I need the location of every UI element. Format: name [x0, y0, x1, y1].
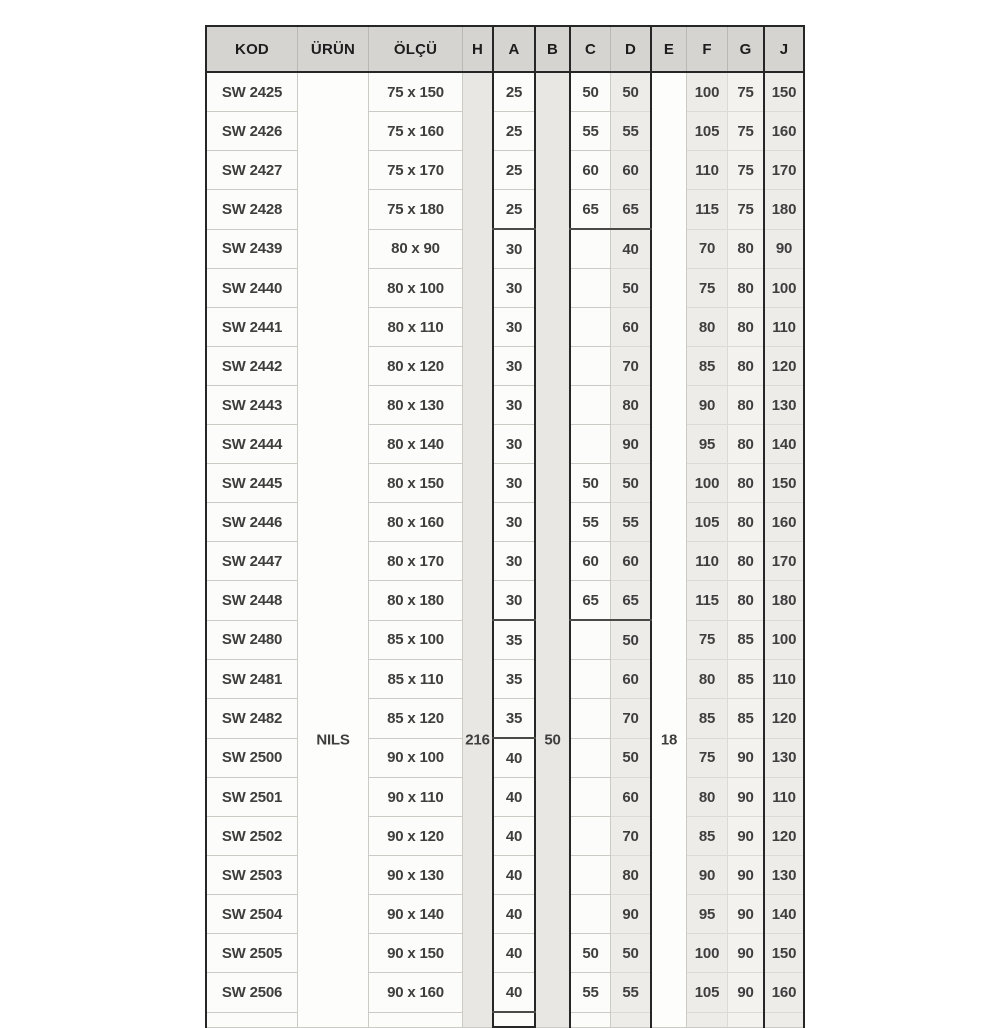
cell-g: 85	[728, 699, 765, 739]
cell-c	[570, 856, 611, 895]
cell-g: 80	[728, 308, 765, 347]
table-row	[206, 542, 804, 581]
table-row	[206, 308, 804, 347]
cell-c	[570, 1012, 611, 1027]
cell-f: 110	[687, 542, 728, 581]
cell-f: 105	[687, 503, 728, 542]
cell-c: 50	[570, 464, 611, 503]
cell-j: 160	[764, 503, 804, 542]
table-row	[206, 934, 804, 973]
cell-olcu	[369, 1012, 463, 1027]
cell-f: 115	[687, 190, 728, 230]
cell-a: 40	[493, 934, 535, 973]
cell-olcu: 80 x 180	[369, 581, 463, 621]
cell-olcu: 85 x 100	[369, 620, 463, 660]
cell-olcu: 80 x 120	[369, 347, 463, 386]
cell-c	[570, 778, 611, 817]
cell-j: 170	[764, 542, 804, 581]
cell-a: 40	[493, 856, 535, 895]
cell-c: 60	[570, 542, 611, 581]
cell-g: 80	[728, 425, 765, 464]
cell-f: 105	[687, 112, 728, 151]
cell-f: 80	[687, 308, 728, 347]
header-j: J	[764, 26, 804, 72]
cell-j: 90	[764, 229, 804, 269]
cell-f: 80	[687, 778, 728, 817]
merged-cell-e	[651, 72, 687, 1027]
cell-g: 80	[728, 386, 765, 425]
cell-olcu: 90 x 130	[369, 856, 463, 895]
cell-c	[570, 308, 611, 347]
cell-a: 30	[493, 229, 535, 269]
cell-kod: SW 2443	[206, 386, 298, 425]
cell-olcu: 90 x 160	[369, 973, 463, 1013]
cell-c	[570, 895, 611, 934]
table-row	[206, 151, 804, 190]
cell-olcu: 85 x 120	[369, 699, 463, 739]
merged-cell-urun	[298, 72, 369, 1027]
cell-olcu: 75 x 150	[369, 72, 463, 112]
cell-g: 75	[728, 190, 765, 230]
cell-g: 80	[728, 347, 765, 386]
cell-olcu: 90 x 150	[369, 934, 463, 973]
cell-d: 65	[611, 190, 652, 230]
cell-d: 65	[611, 581, 652, 621]
cell-kod: SW 2447	[206, 542, 298, 581]
cell-g: 90	[728, 973, 765, 1013]
table-row	[206, 738, 804, 778]
cell-g: 90	[728, 856, 765, 895]
cell-a: 40	[493, 895, 535, 934]
merged-cell-h	[463, 72, 494, 1027]
cell-g: 85	[728, 660, 765, 699]
merged-cell-b	[535, 72, 570, 1027]
cell-j: 180	[764, 190, 804, 230]
cell-f: 100	[687, 72, 728, 112]
cell-a: 30	[493, 386, 535, 425]
cell-f: 85	[687, 817, 728, 856]
cell-kod: SW 2425	[206, 72, 298, 112]
cell-g: 80	[728, 503, 765, 542]
cell-olcu: 75 x 170	[369, 151, 463, 190]
cell-a: 30	[493, 503, 535, 542]
cell-a	[493, 1012, 535, 1027]
merged-label-h: 216	[465, 731, 490, 749]
cell-d: 80	[611, 856, 652, 895]
cell-g: 85	[728, 620, 765, 660]
cell-f: 70	[687, 229, 728, 269]
cell-a: 35	[493, 620, 535, 660]
cell-c: 55	[570, 503, 611, 542]
cell-a: 40	[493, 817, 535, 856]
cell-kod: SW 2428	[206, 190, 298, 230]
cell-d: 60	[611, 542, 652, 581]
cell-d: 60	[611, 308, 652, 347]
cell-olcu: 80 x 90	[369, 229, 463, 269]
table-row	[206, 190, 804, 230]
cell-j: 110	[764, 778, 804, 817]
cell-olcu: 80 x 140	[369, 425, 463, 464]
cell-d: 70	[611, 347, 652, 386]
cell-olcu: 75 x 160	[369, 112, 463, 151]
cell-j: 120	[764, 817, 804, 856]
table-row	[206, 464, 804, 503]
cell-kod: SW 2442	[206, 347, 298, 386]
table-header	[206, 26, 804, 72]
header-row	[206, 26, 804, 72]
cell-d	[611, 1012, 652, 1027]
cell-f: 85	[687, 347, 728, 386]
cell-a: 35	[493, 699, 535, 739]
cell-olcu: 80 x 160	[369, 503, 463, 542]
cell-g: 75	[728, 151, 765, 190]
cell-j: 140	[764, 425, 804, 464]
cell-j: 130	[764, 738, 804, 778]
cell-d: 70	[611, 817, 652, 856]
cell-olcu: 80 x 150	[369, 464, 463, 503]
header-a: A	[493, 26, 535, 72]
cell-j: 150	[764, 72, 804, 112]
table-row	[206, 817, 804, 856]
cell-d: 50	[611, 620, 652, 660]
cell-a: 30	[493, 581, 535, 621]
cell-kod	[206, 1012, 298, 1027]
cell-f	[687, 1012, 728, 1027]
cell-g: 90	[728, 934, 765, 973]
cell-a: 35	[493, 660, 535, 699]
cell-c	[570, 269, 611, 308]
cell-g: 80	[728, 464, 765, 503]
cell-olcu: 80 x 170	[369, 542, 463, 581]
cell-j: 140	[764, 895, 804, 934]
header-c: C	[570, 26, 611, 72]
cell-kod: SW 2445	[206, 464, 298, 503]
cell-d: 55	[611, 973, 652, 1013]
cell-d: 80	[611, 386, 652, 425]
cell-d: 50	[611, 72, 652, 112]
cell-g: 75	[728, 112, 765, 151]
cell-olcu: 80 x 110	[369, 308, 463, 347]
cell-kod: SW 2502	[206, 817, 298, 856]
cell-kod: SW 2501	[206, 778, 298, 817]
cell-j	[764, 1012, 804, 1027]
cell-a: 30	[493, 464, 535, 503]
cell-f: 85	[687, 699, 728, 739]
header-f: F	[687, 26, 728, 72]
cell-f: 90	[687, 386, 728, 425]
cell-f: 115	[687, 581, 728, 621]
cell-j: 180	[764, 581, 804, 621]
cell-a: 30	[493, 542, 535, 581]
cell-d: 40	[611, 229, 652, 269]
cell-f: 90	[687, 856, 728, 895]
cell-g: 75	[728, 72, 765, 112]
cell-g: 80	[728, 542, 765, 581]
header-h: H	[463, 26, 494, 72]
cell-kod: SW 2481	[206, 660, 298, 699]
cell-a: 40	[493, 973, 535, 1013]
cell-kod: SW 2427	[206, 151, 298, 190]
cell-kod: SW 2448	[206, 581, 298, 621]
cell-d: 55	[611, 503, 652, 542]
cell-c: 55	[570, 973, 611, 1013]
cell-c	[570, 386, 611, 425]
cell-f: 80	[687, 660, 728, 699]
cell-c	[570, 699, 611, 739]
cell-d: 50	[611, 464, 652, 503]
cell-kod: SW 2480	[206, 620, 298, 660]
table-body	[206, 72, 804, 1027]
cell-kod: SW 2506	[206, 973, 298, 1013]
header-b: B	[535, 26, 570, 72]
cell-olcu: 90 x 140	[369, 895, 463, 934]
cell-kod: SW 2440	[206, 269, 298, 308]
merged-label-urun: NILS	[316, 731, 350, 749]
cell-g: 90	[728, 895, 765, 934]
cell-a: 30	[493, 269, 535, 308]
cell-olcu: 90 x 100	[369, 738, 463, 778]
cell-g: 90	[728, 778, 765, 817]
cell-a: 25	[493, 112, 535, 151]
header-g: G	[728, 26, 765, 72]
table-row	[206, 581, 804, 621]
cell-kod: SW 2439	[206, 229, 298, 269]
cell-olcu: 75 x 180	[369, 190, 463, 230]
header-olcu: ÖLÇÜ	[369, 26, 463, 72]
cell-kod: SW 2505	[206, 934, 298, 973]
table-row	[206, 112, 804, 151]
cell-f: 75	[687, 269, 728, 308]
cell-olcu: 90 x 110	[369, 778, 463, 817]
table-row	[206, 503, 804, 542]
cell-a: 30	[493, 425, 535, 464]
cell-c: 60	[570, 151, 611, 190]
cell-olcu: 85 x 110	[369, 660, 463, 699]
cell-c: 65	[570, 581, 611, 621]
cell-d: 55	[611, 112, 652, 151]
cell-c: 50	[570, 72, 611, 112]
cell-d: 90	[611, 425, 652, 464]
merged-label-e: 18	[660, 731, 678, 749]
table-row	[206, 699, 804, 739]
cell-c: 50	[570, 934, 611, 973]
table-row	[206, 856, 804, 895]
cell-a: 30	[493, 347, 535, 386]
cell-d: 90	[611, 895, 652, 934]
cell-d: 60	[611, 660, 652, 699]
cell-c	[570, 620, 611, 660]
cell-a: 30	[493, 308, 535, 347]
cell-c	[570, 660, 611, 699]
cell-g: 80	[728, 269, 765, 308]
cell-olcu: 80 x 100	[369, 269, 463, 308]
cell-c	[570, 425, 611, 464]
header-d: D	[611, 26, 652, 72]
cell-c	[570, 738, 611, 778]
cell-a: 40	[493, 778, 535, 817]
cell-d: 50	[611, 738, 652, 778]
cell-j: 170	[764, 151, 804, 190]
cell-kod: SW 2503	[206, 856, 298, 895]
cell-c	[570, 817, 611, 856]
table-row	[206, 973, 804, 1013]
cell-kod: SW 2426	[206, 112, 298, 151]
partial-row	[206, 1012, 804, 1027]
cell-f: 100	[687, 464, 728, 503]
cell-g: 90	[728, 738, 765, 778]
cell-olcu: 90 x 120	[369, 817, 463, 856]
table-row	[206, 347, 804, 386]
cell-f: 95	[687, 425, 728, 464]
cell-kod: SW 2441	[206, 308, 298, 347]
cell-j: 100	[764, 620, 804, 660]
header-e: E	[651, 26, 687, 72]
cell-d: 50	[611, 934, 652, 973]
cell-j: 150	[764, 934, 804, 973]
cell-j: 160	[764, 112, 804, 151]
cell-c	[570, 229, 611, 269]
cell-g: 80	[728, 229, 765, 269]
cell-f: 110	[687, 151, 728, 190]
cell-a: 25	[493, 72, 535, 112]
table-row	[206, 386, 804, 425]
header-kod: KOD	[206, 26, 298, 72]
cell-f: 100	[687, 934, 728, 973]
cell-kod: SW 2504	[206, 895, 298, 934]
cell-kod: SW 2482	[206, 699, 298, 739]
cell-f: 75	[687, 738, 728, 778]
cell-f: 105	[687, 973, 728, 1013]
cell-d: 60	[611, 151, 652, 190]
cell-kod: SW 2446	[206, 503, 298, 542]
cell-d: 70	[611, 699, 652, 739]
cell-d: 50	[611, 269, 652, 308]
table-row	[206, 72, 804, 112]
cell-g	[728, 1012, 765, 1027]
cell-f: 75	[687, 620, 728, 660]
cell-g: 80	[728, 581, 765, 621]
cell-j: 120	[764, 699, 804, 739]
table-row	[206, 425, 804, 464]
cell-kod: SW 2444	[206, 425, 298, 464]
table-row	[206, 895, 804, 934]
cell-j: 160	[764, 973, 804, 1013]
merged-label-b: 50	[544, 731, 561, 749]
cell-j: 120	[764, 347, 804, 386]
table-row	[206, 620, 804, 660]
cell-j: 130	[764, 386, 804, 425]
spec-table	[205, 25, 805, 1028]
header-urun: ÜRÜN	[298, 26, 369, 72]
cell-c	[570, 347, 611, 386]
cell-a: 25	[493, 190, 535, 230]
cell-j: 150	[764, 464, 804, 503]
cell-f: 95	[687, 895, 728, 934]
cell-g: 90	[728, 817, 765, 856]
cell-kod: SW 2500	[206, 738, 298, 778]
cell-a: 40	[493, 738, 535, 778]
table-row	[206, 660, 804, 699]
cell-d: 60	[611, 778, 652, 817]
cell-c: 55	[570, 112, 611, 151]
cell-j: 130	[764, 856, 804, 895]
table-row	[206, 778, 804, 817]
cell-olcu: 80 x 130	[369, 386, 463, 425]
cell-j: 100	[764, 269, 804, 308]
cell-a: 25	[493, 151, 535, 190]
table-row	[206, 269, 804, 308]
cell-j: 110	[764, 308, 804, 347]
cell-j: 110	[764, 660, 804, 699]
table-row	[206, 229, 804, 269]
cell-c: 65	[570, 190, 611, 230]
